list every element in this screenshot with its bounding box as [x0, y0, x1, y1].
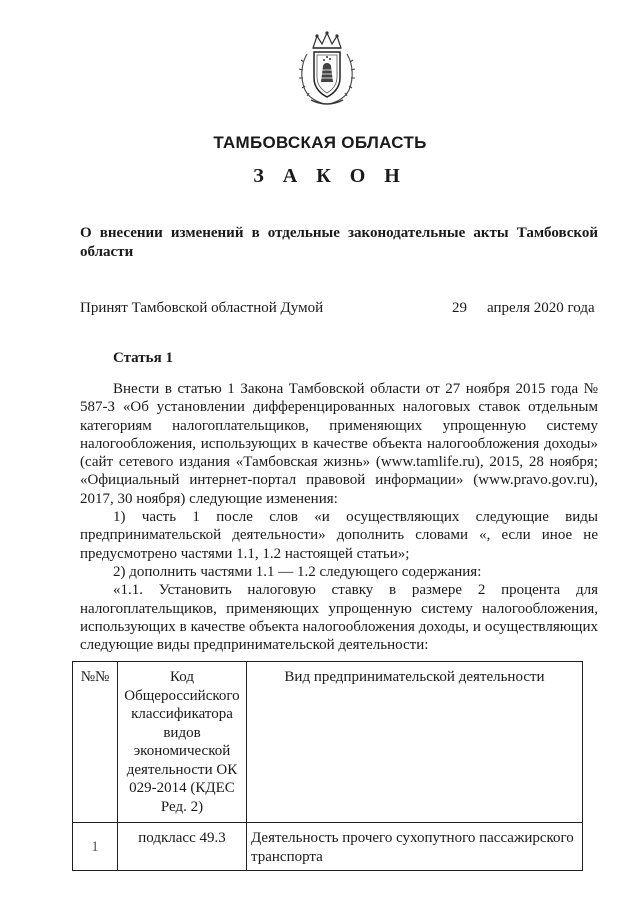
article-heading: Статья 1	[113, 350, 173, 366]
row-number: 1	[73, 823, 118, 871]
article-paragraph: 2) дополнить частями 1.1 — 1.2 следующего содержания:	[113, 563, 482, 580]
article-paragraph: 1) часть 1 после слов «и осуществляющих следующие виды предпринимательской деятельности» дополнить словами «, если иное не предусмотрено частями 1.1, 1.2 настоящей статьи»;	[80, 509, 598, 562]
adoption-day: 29	[452, 300, 467, 316]
header-activity: Вид предпринимательской деятельности	[247, 662, 583, 823]
article-paragraph: Внести в статью 1 Закона Тамбовской области от 27 ноября 2015 года № 587-З «Об установлении дифференцированных налоговых ставок отдельным категориям налогоплательщиков, применяющих упрощенную систему налогообложения, использующих в качестве объекта налогообложения доходы» (сайт сетевого издания «Тамбовская жизнь» (www.tamlife.ru), 2015, 28 ноября; «Официальный интернет-портал правовой информации» (www.pravo.gov.ru), 2017, 30 ноября) следующие изменения:	[80, 381, 598, 507]
table-row	[73, 823, 583, 871]
table-header-row	[73, 662, 583, 823]
coat-of-arms-icon	[297, 30, 357, 108]
article-paragraph: «1.1. Установить налоговую ставку в размере 2 процента для налогоплательщиков, применяющих упрощенную систему налогообложения, использующих в качестве объекта налогообложения доходы, и осуществляющих следующие виды предпринимательской деятельности:	[80, 582, 598, 654]
article-body	[80, 380, 598, 654]
header-okved-code: Код Общероссийского классификатора видов экономической деятельности ОК 029-2014 (КДЕС Ред. 2)	[118, 662, 247, 823]
region-title: ТАМБОВСКАЯ ОБЛАСТЬ	[213, 133, 427, 152]
adoption-date: апреля 2020 года	[487, 300, 595, 316]
adoption-statement: Принят Тамбовской областной Думой	[80, 300, 324, 316]
activities-table	[72, 661, 583, 871]
row-activity: Деятельность прочего сухопутного пассажирского транспорта	[247, 823, 583, 871]
law-subject: О внесении изменений в отдельные законодательные акты Тамбовской области	[80, 225, 598, 260]
document-type-title: З А К О Н	[253, 165, 407, 187]
row-okved-code: подкласс 49.3	[118, 823, 247, 871]
header-number: №№	[73, 662, 118, 823]
